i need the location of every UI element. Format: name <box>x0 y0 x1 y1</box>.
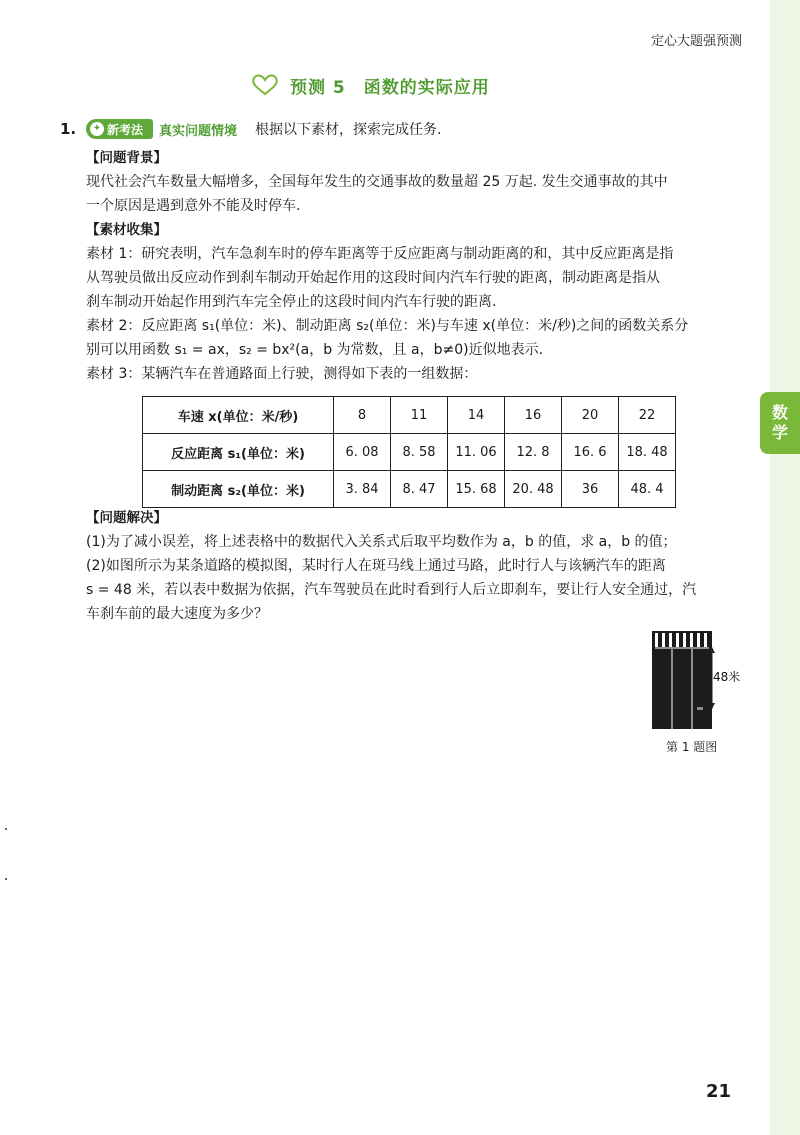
solve-heading: 【问题解决】 <box>86 510 167 526</box>
material-line: 素材 2：反应距离 s₁(单位：米)、制动距离 s₂(单位：米)与车速 x(单位：米/秒)之间的函数关系分 <box>86 318 689 334</box>
materials-heading: 【素材收集】 <box>86 222 167 238</box>
badge-label: 新考法 <box>107 122 144 137</box>
subject-tab-line2: 学 <box>771 423 788 442</box>
solve-line: s = 48 米，若以表中数据为依据，汽车驾驶员在此时看到行人后立即刹车，要让行人安全通过，汽 <box>86 582 697 598</box>
question-header <box>60 118 441 140</box>
table-cell: 11 <box>391 397 448 434</box>
margin-mark <box>5 878 7 880</box>
question-number: 1. <box>60 120 77 138</box>
figure-caption: 第 1 题图 <box>666 740 718 754</box>
material-line: 从驾驶员做出反应动作到刹车制动开始起作用的这段时间内汽车行驶的距离，制动距离是指从 <box>86 270 660 286</box>
question-tag: 真实问题情境 <box>159 123 238 139</box>
background-line: 现代社会汽车数量大幅增多，全国每年发生的交通事故的数量超 25 万起. 发生交通事故的其中 <box>86 174 668 190</box>
background-heading: 【问题背景】 <box>86 150 167 166</box>
row-header: 反应距离 s₁(单位：米) <box>143 434 334 471</box>
solve-line: (1)为了减小误差，将上述表格中的数据代入关系式后取平均数作为 a，b 的值，求 a，b 的值； <box>86 534 677 550</box>
material-line: 刹车制动开始起作用到汽车完全停止的这段时间内汽车行驶的距离. <box>86 294 497 310</box>
header-series-title: 定心大题强预测 <box>650 34 742 49</box>
new-method-badge <box>86 119 153 139</box>
table-cell: 8 <box>334 397 391 434</box>
table-cell: 22 <box>619 397 676 434</box>
table-row <box>143 397 676 434</box>
table-cell: 48. 4 <box>619 471 676 508</box>
title-text: 预测 5 函数的实际应用 <box>290 77 490 98</box>
table-cell: 20 <box>562 397 619 434</box>
table-cell: 6. 08 <box>334 434 391 471</box>
distance-label: 48米 <box>713 670 740 684</box>
background-line: 一个原因是遇到意外不能及时停车. <box>86 198 301 214</box>
material-line: 素材 3：某辆汽车在普通路面上行驶，测得如下表的一组数据： <box>86 366 478 382</box>
road-diagram <box>652 631 740 731</box>
solve-line: (2)如图所示为某条道路的模拟图，某时行人在斑马线上通过马路，此时行人与该辆汽车的距离 <box>86 558 666 574</box>
table-row <box>143 471 676 508</box>
page-number: 21 <box>706 1081 732 1102</box>
material-line: 别可以用函数 s₁ = ax，s₂ = bx²(a，b 为常数，且 a，b≠0)近似地表示. <box>86 342 544 358</box>
table-cell: 16 <box>505 397 562 434</box>
table-cell: 3. 84 <box>334 471 391 508</box>
material-line: 素材 1：研究表明，汽车急刹车时的停车距离等于反应距离与制动距离的和，其中反应距离是指 <box>86 246 674 262</box>
row-header: 车速 x(单位：米/秒) <box>143 397 334 434</box>
side-strip <box>770 0 800 1135</box>
subject-tab-line1: 数 <box>771 403 788 422</box>
background-section <box>86 146 746 218</box>
table-cell: 20. 48 <box>505 471 562 508</box>
table-cell: 12. 8 <box>505 434 562 471</box>
table-cell: 8. 47 <box>391 471 448 508</box>
table-cell: 14 <box>448 397 505 434</box>
row-header: 制动距离 s₂(单位：米) <box>143 471 334 508</box>
solve-section <box>86 506 746 626</box>
table-cell: 16. 6 <box>562 434 619 471</box>
table-cell: 36 <box>562 471 619 508</box>
data-table <box>142 396 676 508</box>
table-row <box>143 434 676 471</box>
margin-mark <box>5 828 7 830</box>
table-cell: 8. 58 <box>391 434 448 471</box>
materials-section <box>86 218 746 386</box>
section-title <box>250 72 490 98</box>
question-intro: 根据以下素材，探索完成任务. <box>255 122 442 138</box>
bulb-icon: ✦ <box>90 122 104 136</box>
table-cell: 15. 68 <box>448 471 505 508</box>
table-cell: 18. 48 <box>619 434 676 471</box>
subject-tab <box>760 392 800 454</box>
heart-icon <box>250 74 280 96</box>
solve-line: 车刹车前的最大速度为多少？ <box>86 606 268 622</box>
table-cell: 11. 06 <box>448 434 505 471</box>
